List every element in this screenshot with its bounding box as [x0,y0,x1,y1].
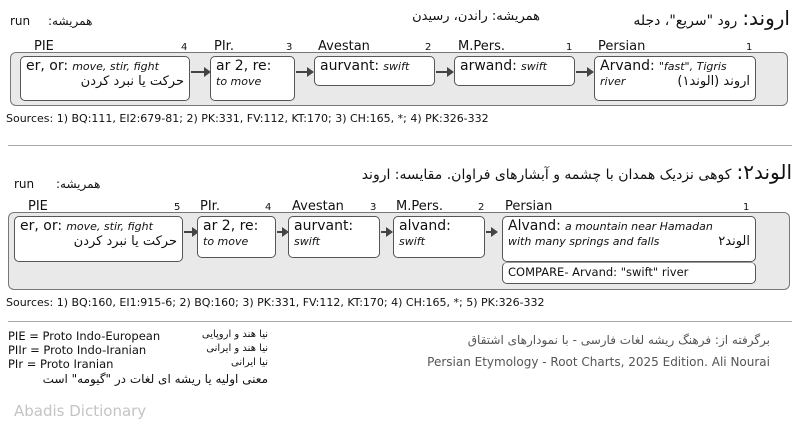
entry2-arrow-1 [184,231,193,233]
entry2-cognates-label: همریشه: [55,177,101,191]
credit-fa: برگرفته از: فرهنگ ریشه لغات فارسی - با نمودارهای اشتقاق [467,333,770,347]
entry1-box-persian [594,56,756,101]
legend-en: PIE = Proto Indo-European [8,329,161,343]
entry2-col-pie-num: 5 [174,202,181,213]
entry2-arrow-4 [486,231,492,233]
entry1-col-persian-num: 1 [746,42,753,53]
entry1-box-avestan [314,56,435,86]
entry1-cognates-label: همریشه: [47,14,93,28]
entry2-pie-fa: حرکت یا نبرد کردن [73,234,177,249]
entry1-sources: Sources: 1) BQ:111, EI2:679-81; 2) PK:331, FV:112, KT:170; 3) CH:165, *; 4) PK:326-332 [6,112,489,125]
entry1-cognates-value: run [10,14,31,28]
entry2-col-persian-num: 1 [743,202,750,213]
entry2-col-persian-label: Persian [505,199,553,214]
entry2-box-avestan [288,216,380,258]
entry2-compare-text: COMPARE- Arvand: "swift" river [508,265,689,279]
entry2-avestan-word: aurvant: [294,218,354,234]
entry2-col-avestan-num: 3 [370,202,377,213]
entry2-cognates [14,177,100,191]
entry2-persian-fa: الوند۲ [718,234,750,249]
entry2-persian-word: Alvand: [508,218,561,234]
legend-fa: نیا ایرانی [230,357,268,368]
entry2-definition: کوهی نزدیک همدان با چشمه و آبشارهای فراوان. مقایسه: اروند [361,167,732,183]
entry2-arrow-3 [381,231,387,233]
legend-fa: نیا هند و ایرانی [206,343,268,354]
legend-en: PIr = Proto Iranian [8,357,114,371]
entry1-col-pir-label: PIr. [214,39,234,54]
entry1-headword: اروند: [742,6,790,30]
entry1-col-persian-label: Persian [598,39,646,54]
entry1-box-pir [210,56,295,101]
entry2-col-mpers-num: 2 [478,202,485,213]
entry1-arrow-1 [191,71,205,73]
entry2-pir-word: ar 2, re: [203,218,259,234]
entry1-persian-word: Arvand: [600,58,655,74]
entry2-col-pir-num: 4 [265,202,272,213]
legend-fa: نیا هند و اروپایی [201,329,268,340]
entry1-col-pie-num: 4 [181,42,188,53]
legend-row [8,329,268,343]
entry1-arrow-4 [576,71,588,73]
entry2-persian-gloss2: with many springs and falls [508,235,660,248]
entry2-col-pie-label: PIE [28,199,48,214]
entry1-pir-word: ar 2, re: [216,58,272,74]
entry1-mpers-word: arwand: [460,58,517,74]
entry2-persian-gloss: a mountain near Hamadan [564,220,713,233]
entry1-col-mpers-num: 1 [566,42,573,53]
entry2-headword: الوند۲: [736,160,792,184]
entry2-col-pir-label: PIr. [200,199,220,214]
watermark: Abadis Dictionary [14,402,147,420]
entry2-mpers-gloss: swift [399,235,425,248]
entry1-col-avestan-num: 2 [425,42,432,53]
legend-row [8,343,268,357]
entry1-pie-gloss: move, stir, fight [72,60,159,73]
entry2-mpers-word: alvand: [399,218,451,234]
credit-en: Persian Etymology - Root Charts, 2025 Edition. Ali Nourai [427,355,770,369]
entry2-pie-word: er, or: [20,218,63,234]
entry1-persian-gloss2: river [600,75,626,88]
entry2-box-mpers [393,216,485,258]
entry1-col-mpers-label: M.Pers. [458,39,505,54]
entry2-headline [272,160,792,184]
legend-en: PIIr = Proto Indo-Iranian [8,343,147,357]
entry1-definition: رود "سریع"، دجله [633,13,738,29]
entry2-col-avestan-label: Avestan [292,199,344,214]
entry1-pie-fa: حرکت یا نبرد کردن [80,74,184,89]
entry2-pir-gloss: to move [203,235,249,248]
entry1-box-mpers [454,56,575,86]
entry1-arrow-2 [296,71,308,73]
entry1-pie-word: er, or: [26,58,69,74]
entry1-avestan-gloss: swift [383,60,410,73]
entry1-arrow-3 [436,71,448,73]
entry2-compare-box [502,262,756,284]
legend-row [8,357,268,371]
entry1-col-pie-label: PIE [34,39,54,54]
entry1-box-pie [20,56,190,101]
entry1-pir-gloss: to move [216,75,262,88]
entry2-sources: Sources: 1) BQ:160, EI1:915-6; 2) BQ:160; 3) PK:331, FV:112, KT:170; 4) CH:165, *; 5) PK:326-332 [6,296,545,309]
entry1-persian-gloss: "fast", Tigris [658,60,727,73]
entry2-box-pir [197,216,276,258]
entry1-cognates [10,14,92,28]
separator [8,145,792,146]
entry1-persian-fa: اروند (الوند۱) [677,74,750,89]
entry2-cognates-value: run [14,177,35,191]
entry2-box-pie [14,216,183,262]
entry1-col-avestan-label: Avestan [318,39,370,54]
entry2-box-persian [502,216,756,262]
entry2-pie-gloss: move, stir, fight [66,220,153,233]
entry1-avestan-word: aurvant: [320,58,380,74]
entry1-cognates-fa: همریشه: راندن، رسیدن [412,9,540,24]
entry1-col-pir-num: 3 [286,42,293,53]
entry2-avestan-gloss: swift [294,235,320,248]
legend-note: معنی اولیه یا ریشه ای لغات در "گیومه" است [42,372,268,386]
entry2-col-mpers-label: M.Pers. [396,199,443,214]
entry1-mpers-gloss: swift [520,60,547,73]
entry2-arrow-2 [277,231,283,233]
legend [8,329,268,386]
separator-2 [8,321,792,322]
